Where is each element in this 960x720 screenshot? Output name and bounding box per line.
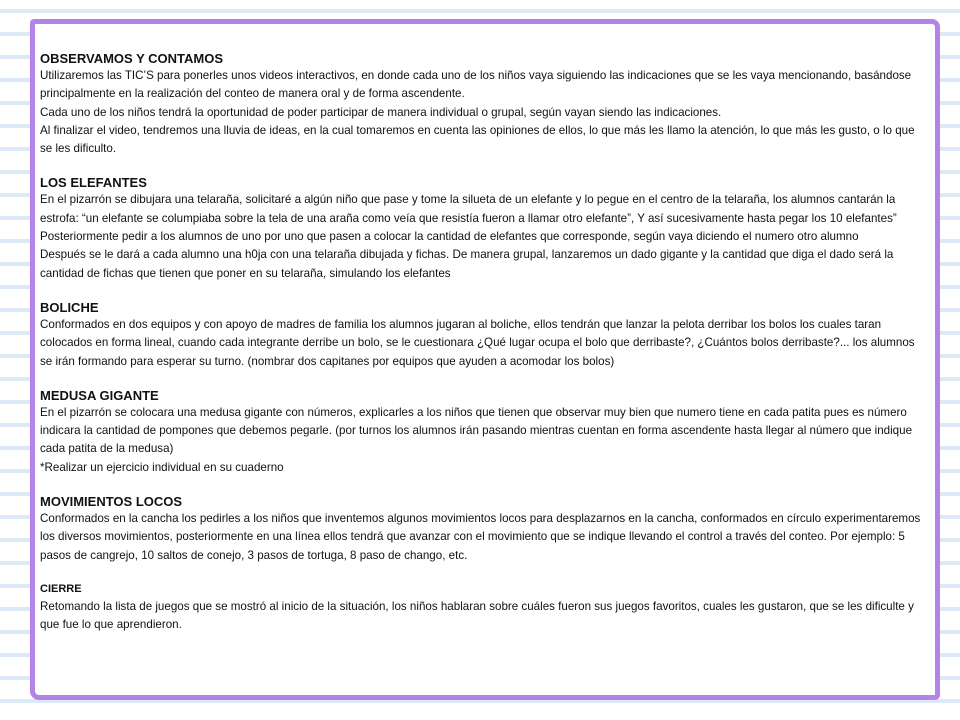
section-movimientos-locos <box>40 493 926 565</box>
section-paragraph: Después se le dará a cada alumno una h0ja con una telaraña dibujada y fichas. De manera grupal, lanzaremos un dado gigante y la cantidad que diga el dado será la cantidad de fichas que tienen que poner en su telaraña, simulando los elefantes <box>40 248 894 280</box>
lesson-plan-page <box>30 19 940 700</box>
section-los-elefantes <box>40 174 926 282</box>
section-title: MOVIMIENTOS LOCOS <box>40 494 183 510</box>
section-paragraph: Conformados en dos equipos y con apoyo de madres de familia los alumnos jugaran al boliche, ellos tendrán que lanzar la pelota derribar los bolos los cuales taran colocados en forma lineal, cuando cada integrante derribe un bolo, se le cuestionara ¿Qué lugar ocupa el bolo que derribaste?, ¿Cuántos bolos derribaste?... los alumnos se irán formando para esperar su turno. (nombrar dos capitanes por equipos que ayuden a acomodar los bolos) <box>40 317 915 368</box>
section-paragraph: Conformados en la cancha los pedirles a los niños que inventemos algunos movimientos locos para desplazarnos en la cancha, conformados en círculo experimentaremos los diversos movimientos, posteriormente en una línea ellos tendrá que avanzar con el movimiento que se indique llevando el control a través del conteo. Por ejemplo: 5 pasos de cangrejo, 10 saltos de conejo, 3 pasos de tortuga, 8 paso de chango, etc. <box>40 512 921 562</box>
section-paragraph: Cada uno de los niños tendrá la oportunidad de poder participar de manera individual o grupal, según vayan siendo las indicaciones. <box>40 105 722 119</box>
section-boliche <box>40 299 926 371</box>
section-title: OBSERVAMOS Y CONTAMOS <box>40 51 223 66</box>
section-paragraph: *Realizar un ejercicio individual en su cuaderno <box>40 460 284 474</box>
section-title: BOLICHE <box>40 299 99 315</box>
section-paragraph: Retomando la lista de juegos que se mostró al inicio de la situación, los niños hablaran sobre cuáles fueron sus juegos favoritos, cuales les gustaron, que se les dificulte y que fue lo que aprendieron. <box>40 599 914 632</box>
section-title: CIERRE <box>40 582 82 595</box>
section-title: LOS ELEFANTES <box>40 175 147 191</box>
section-paragraph: En el pizarrón se colocara una medusa gigante con números, explicarles a los niños que tienen que observar muy bien que numero tiene en cada patita pues es número indicara la cantidad de pompones que debemos pegarle. (por turnos los alumnos irán pasando mientras cuentan en forma ascendente hasta llegar al número que indique cada patita de la medusa) <box>40 405 913 456</box>
section-paragraph: Al finalizar el video, tendremos una lluvia de ideas, en la cual tomaremos en cuenta las opiniones de ellos, lo que más les llamo la atención, lo que más les gusto, o lo que se les dificulto. <box>40 123 915 156</box>
section-title: MEDUSA GIGANTE <box>40 387 159 403</box>
section-cierre <box>40 581 926 635</box>
section-paragraph: Posteriormente pedir a los alumnos de uno por uno que pasen a colocar la cantidad de elefantes que corresponde, según vaya diciendo el numero otro alumno <box>40 230 859 244</box>
section-paragraph: Utilizaremos las TIC’S para ponerles unos videos interactivos, en donde cada uno de los niños vaya siguiendo las indicaciones que se les vaya mencionando, basándose principalmente en la realización del conteo de manera oral y de forma ascendente. <box>40 69 912 101</box>
section-observamos-y-contamos <box>40 50 926 158</box>
section-paragraph: En el pizarrón se dibujara una telaraña, solicitaré a algún niño que pase y tome la silueta de un elefante y lo pegue en el centro de la telaraña, los alumnos cantarán la estrofa: “un elefante se columpiaba sobre la tela de una araña como veía que resistía fueron a llamar otro elefante”, Y así sucesivamente hasta pegar los 10 elefantes” <box>40 193 897 225</box>
section-medusa-gigante <box>40 387 926 477</box>
